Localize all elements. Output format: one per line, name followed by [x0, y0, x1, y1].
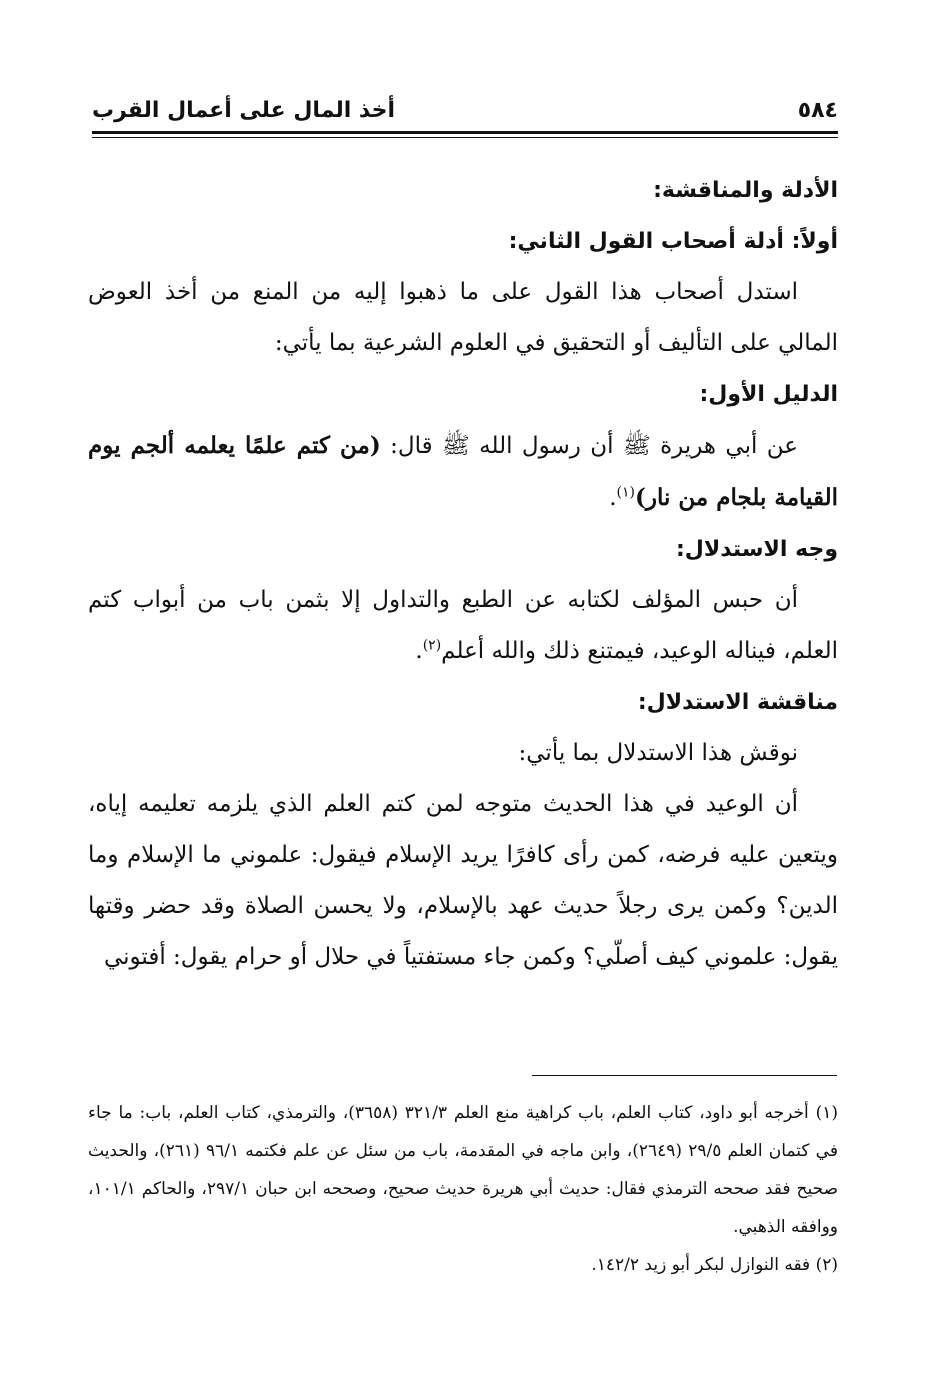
main-text — [88, 165, 838, 983]
hadith-quote: (من كتم علمًا يعلمه ألجم يوم القيامة بلجام من نار) — [88, 432, 838, 511]
footnote-ref-2[interactable]: (٢) — [422, 637, 442, 654]
paragraph-discussion-lead: نوقش هذا الاستدلال بما يأتي: — [518, 740, 798, 766]
footnote-ref-1[interactable]: (١) — [616, 484, 635, 501]
page-number: ٥٨٤ — [797, 98, 838, 123]
header-rule-thin — [92, 137, 838, 138]
heading-first-evidence: أولاً: أدلة أصحاب القول الثاني: — [508, 229, 838, 254]
heading-inference: وجه الاستدلال: — [675, 537, 838, 562]
paragraph-discussion: أن الوعيد في هذا الحديث متوجه لمن كتم العلم الذي يلزمه تعليمه إياه، ويتعين عليه فرضه، كمن رأى كافرًا يريد الإسلام فيقول: علموني ما الإسلام وما الدين؟ وكمن يرى رجلاً حديث عهد بالإسلام، ولا يحسن الصلاة وقد حضر وقتها يقول: علموني كيف أصلّي؟ وكمن جاء مستفتياً في حلال أو حرام يقول: أفتوني — [88, 791, 838, 970]
footnote-2: (٢) فقه النوازل لبكر أبو زيد ١٤٢/٢. — [591, 1255, 838, 1275]
paragraph-inference: أن حبس المؤلف لكتابه عن الطبع والتداول إلا بثمن باب من أبواب كتم العلم، فيناله الوعيد، فيمتنع ذلك والله أعلم$^{(٢)}$. — [88, 587, 838, 664]
inference-text: أن حبس المؤلف لكتابه عن الطبع والتداول إلا بثمن باب من أبواب كتم العلم، فيناله الوعيد، فيمتنع ذلك والله أعلم — [88, 587, 838, 664]
paragraph-intro: استدل أصحاب هذا القول على ما ذهبوا إليه من المنع من أخذ العوض المالي على التأليف أو التحقيق في العلوم الشرعية بما يأتي: — [88, 279, 838, 356]
footnote-1: (١) أخرجه أبو داود، كتاب العلم، باب كراهية منع العلم ٣٢١/٣ (٣٦٥٨)، والترمذي، كتاب العلم، باب: ما جاء في كتمان العلم ٢٩/٥ (٢٦٤٩)، وابن ماجه في المقدمة، باب من سئل عن علم فكتمه ٩٦/١ (٢٦١)، والحديث صحيح فقد صححه الترمذي فقال: حديث أبي هريرة حديث صحيح، وصححه ابن حبان ٢٩٧/١، والحاكم ١٠١/١، ووافقه الذهبي. — [88, 1103, 839, 1237]
running-title: أخذ المال على أعمال القرب — [92, 98, 396, 123]
page-header — [92, 92, 838, 128]
heading-proof-one: الدليل الأول: — [699, 382, 838, 407]
header-rule-thick — [92, 131, 838, 134]
hadith-lead: عن أبي هريرة ﷺ أن رسول الله ﷺ قال: — [380, 433, 798, 459]
footnote-separator — [532, 1075, 837, 1076]
paragraph-hadith: عن أبي هريرة ﷺ أن رسول الله ﷺ قال: (من كتم علمًا يعلمه ألجم يوم القيامة بلجام من نار)$^{(١)}$. — [88, 432, 838, 511]
heading-evidence: الأدلة والمناقشة: — [653, 178, 838, 203]
footnotes — [88, 1094, 838, 1284]
heading-discussion: مناقشة الاستدلال: — [637, 690, 838, 715]
